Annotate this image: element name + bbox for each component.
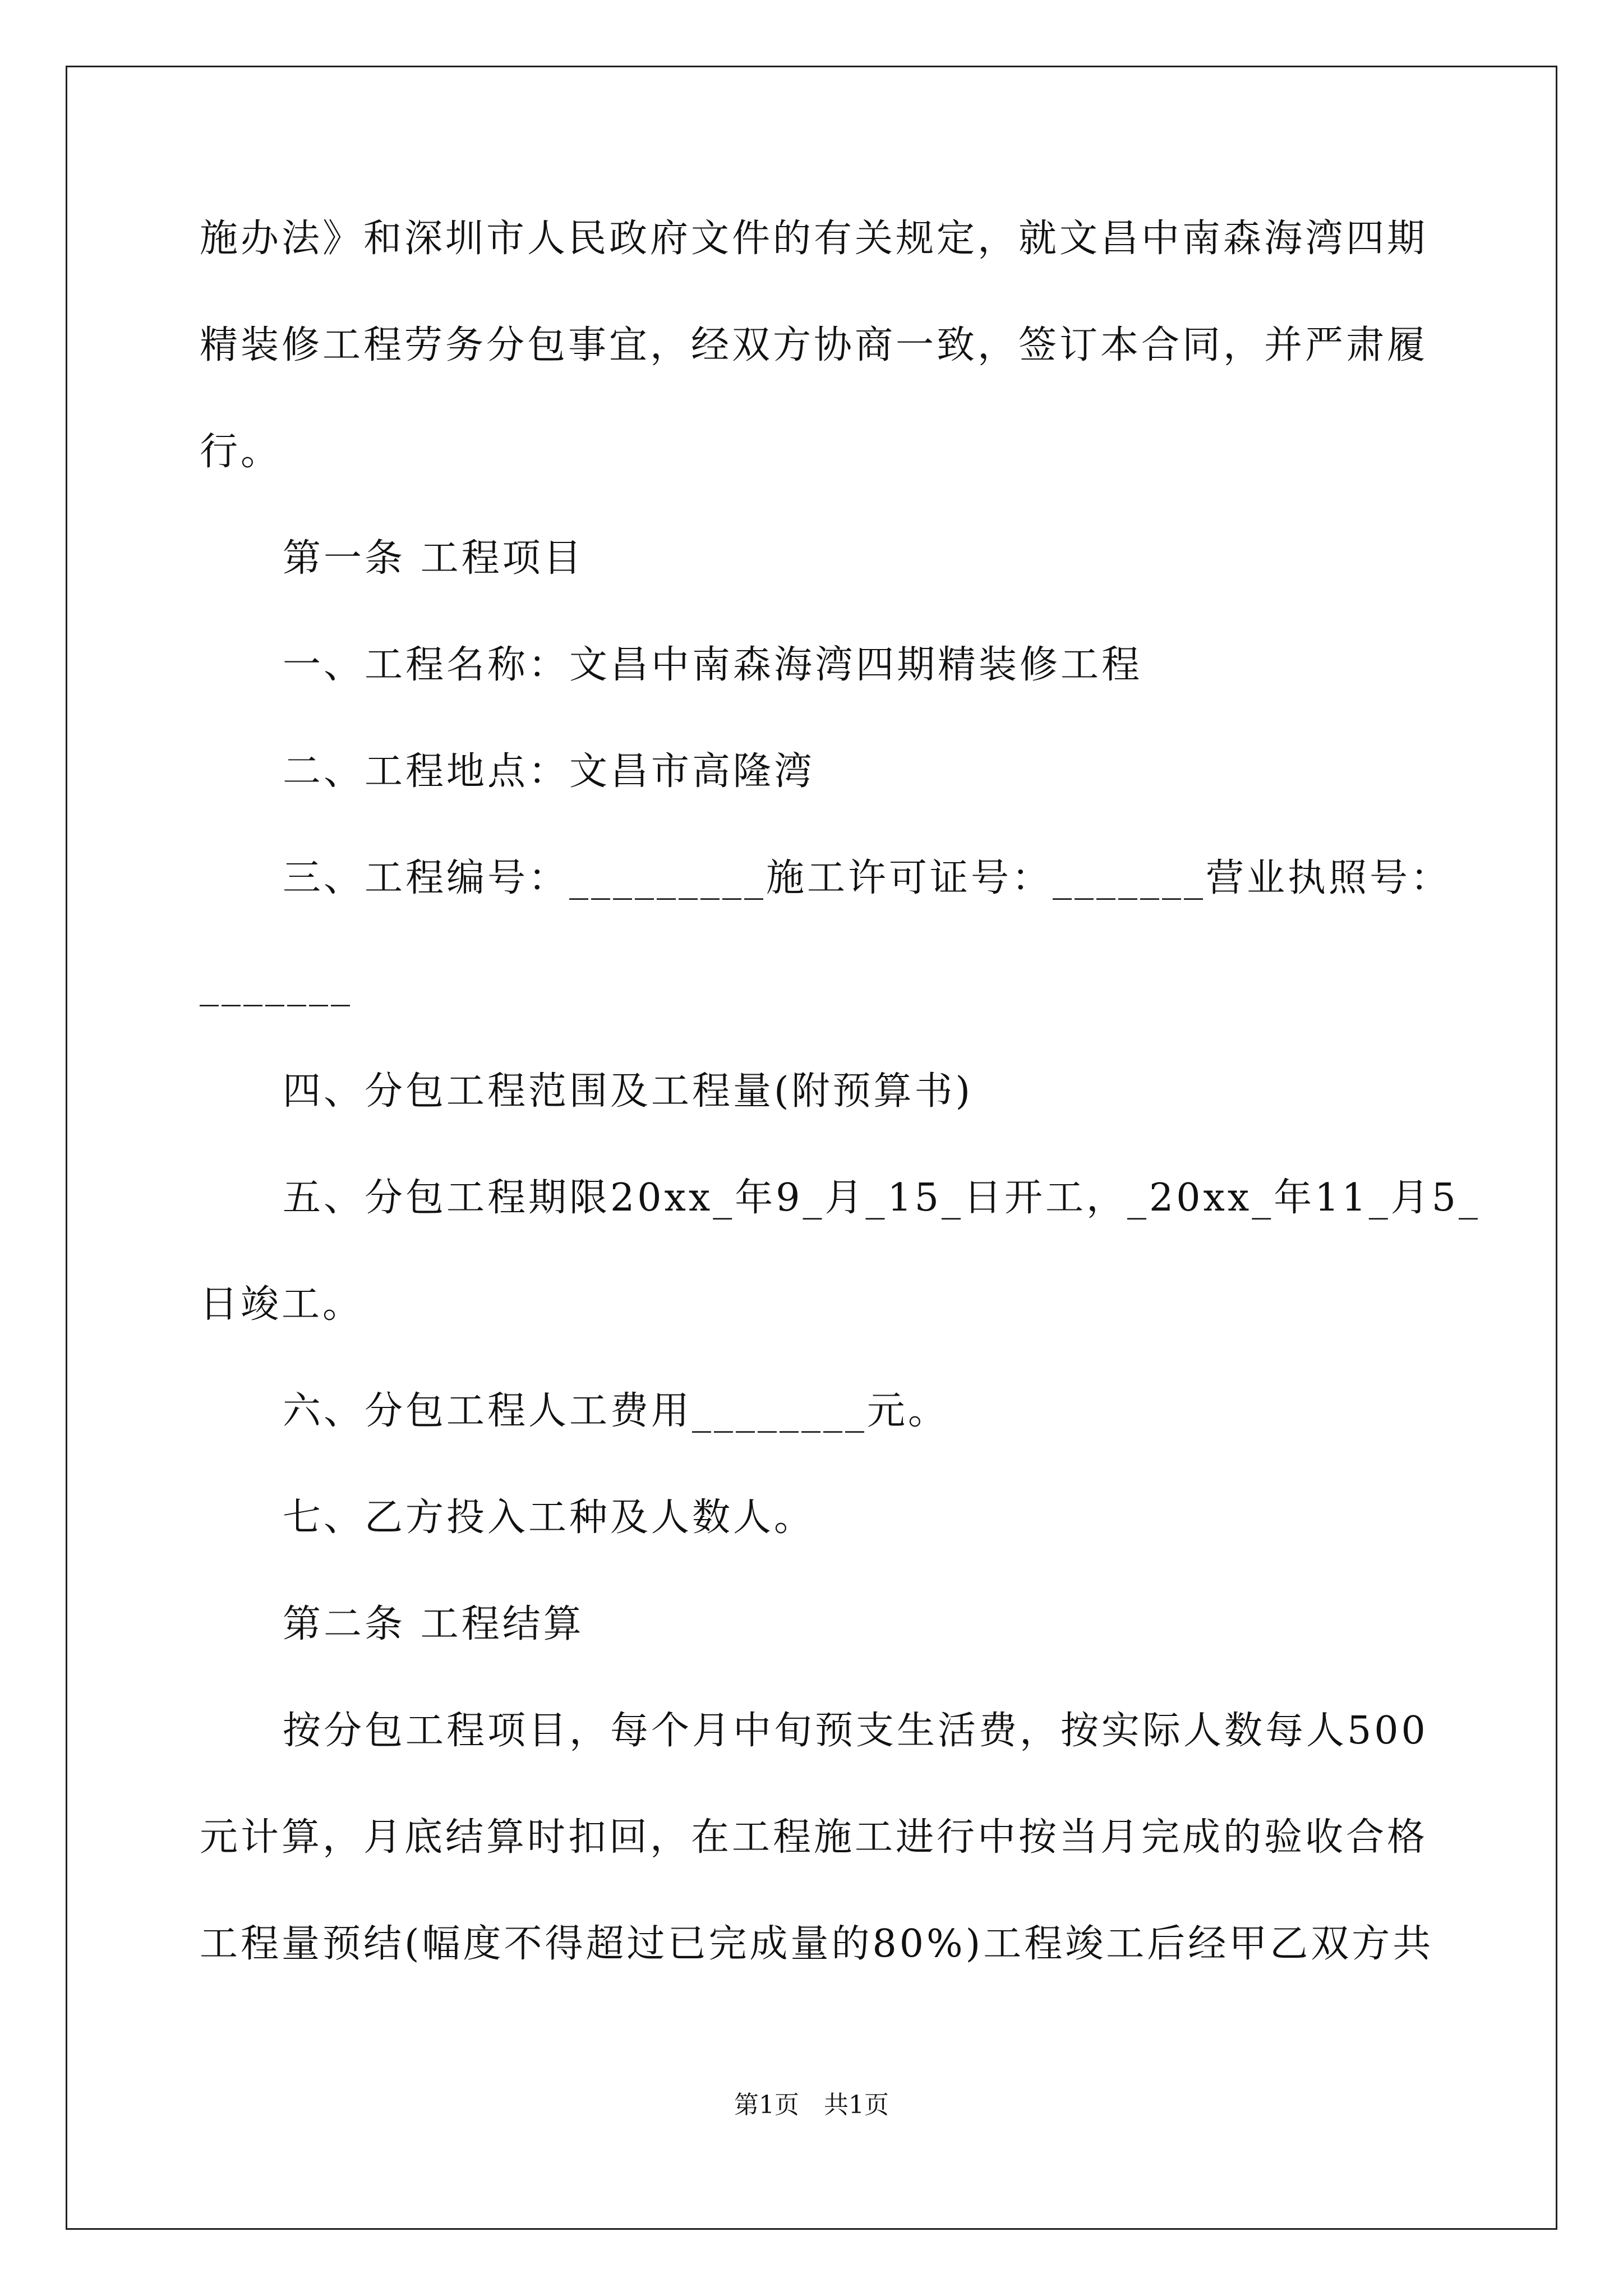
paragraph-line: 元计算，月底结算时扣回，在工程施工进行中按当月完成的验收合格 [200,1815,1428,1860]
paragraph-line: 工程量预结(幅度不得超过已完成量的80%)工程竣工后经甲乙双方共 [200,1922,1434,1966]
paragraph-line: 精装修工程劳务分包事宜，经双方协商一致，签订本合同，并严肃履 [200,323,1428,367]
paragraph-line: 二、工程地点：文昌市高隆湾 [283,749,815,794]
article-heading: 第二条 工程结算 [283,1602,584,1646]
paragraph-line: _______ [200,963,353,1007]
paragraph-line: 按分包工程项目，每个月中旬预支生活费，按实际人数每人500 [283,1709,1428,1753]
paragraph-line: 日竣工。 [200,1282,364,1327]
page-border [66,66,1557,2230]
paragraph-line: 三、工程编号：_________施工许可证号：_______营业执照号： [283,856,1452,900]
paragraph-line: 七、乙方投入工种及人数人。 [283,1496,815,1540]
paragraph-line: 六、分包工程人工费用________元。 [283,1389,949,1433]
paragraph-line: 五、分包工程期限20xx_年9_月_15_日开工，_20xx_年11_月5_ [283,1176,1481,1220]
paragraph-line: 一、工程名称：文昌中南森海湾四期精装修工程 [283,643,1143,687]
article-heading: 第一条 工程项目 [283,536,584,581]
paragraph-line: 四、分包工程范围及工程量(附预算书) [283,1069,974,1114]
paragraph-line: 行。 [200,430,282,474]
page-number: 第1页 共1页 [734,2091,889,2119]
paragraph-line: 施办法》和深圳市人民政府文件的有关规定，就文昌中南森海湾四期 [200,217,1428,261]
